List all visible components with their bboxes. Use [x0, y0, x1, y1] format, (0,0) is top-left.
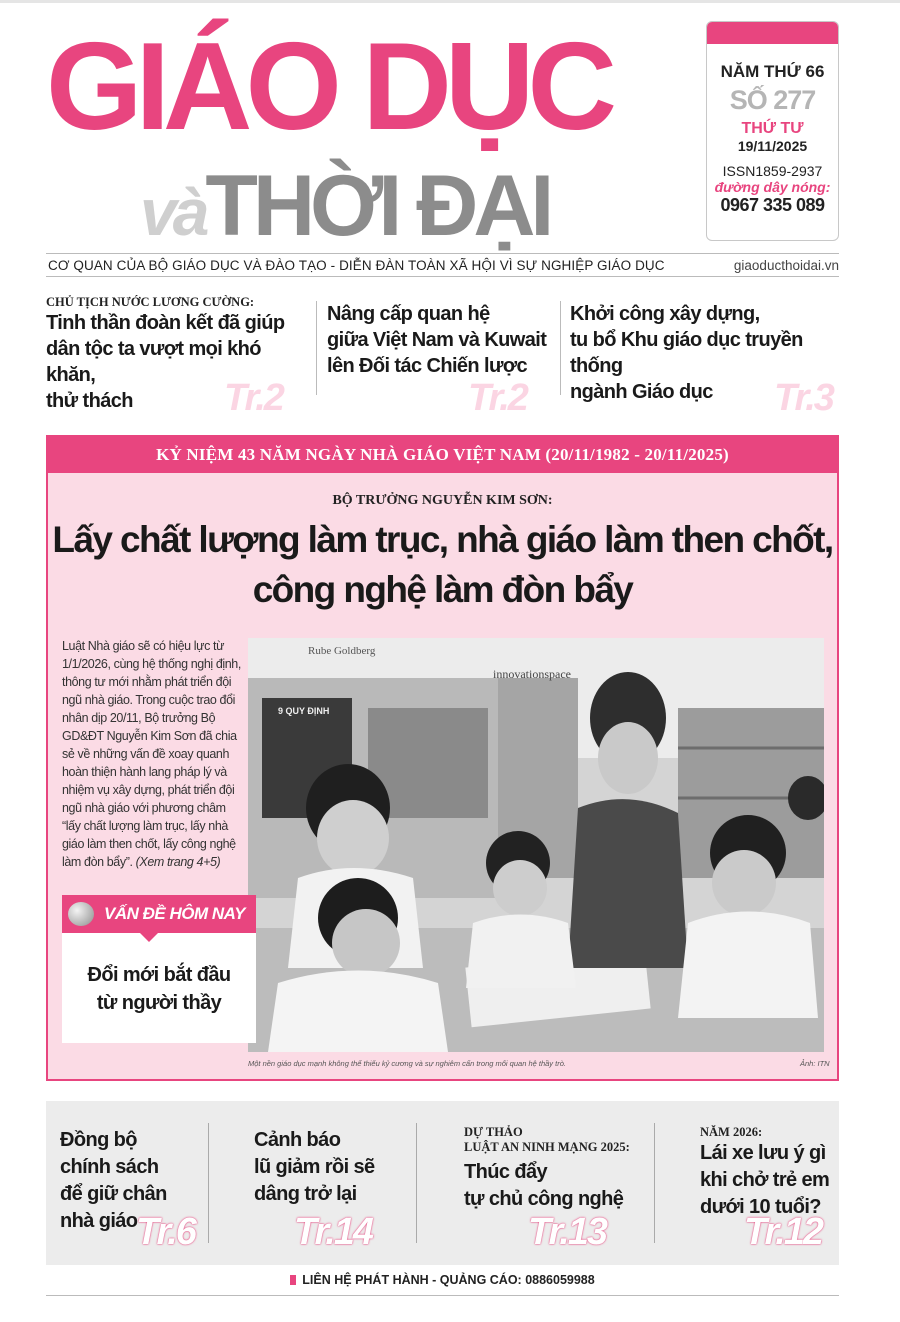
- issue-date: 19/11/2025: [737, 138, 808, 154]
- divider: [316, 301, 317, 395]
- page-ref-bottom-1[interactable]: Tr.6: [136, 1211, 195, 1253]
- footer-contact: [46, 1269, 839, 1291]
- page-ref-3[interactable]: Tr.3: [774, 377, 833, 419]
- tagline: CƠ QUAN CỦA BỘ GIÁO DỤC VÀ ĐÀO TẠO - DIỄN ĐÀN TOÀN XÃ HỘI VÌ SỰ NGHIỆP GIÁO DỤC: [48, 258, 665, 273]
- feature-kicker: BỘ TRƯỞNG NGUYỄN KIM SƠN:: [332, 493, 553, 508]
- page-ref-2[interactable]: Tr.2: [468, 377, 527, 419]
- page-ref-1[interactable]: Tr.2: [224, 377, 283, 419]
- opinion-headline-line2: từ người thầy: [96, 992, 222, 1014]
- teaser-headline-line: lũ giảm rồi sẽ: [254, 1156, 375, 1178]
- opinion-headline-line1: Đổi mới bắt đầu: [87, 964, 231, 986]
- teaser-kicker: CHỦ TỊCH NƯỚC LƯƠNG CƯỜNG:: [46, 295, 255, 309]
- teaser-headline-line: Lái xe lưu ý gì: [700, 1142, 826, 1164]
- feature-photo: [248, 638, 824, 1052]
- hotline-number: 0967 335 089: [720, 195, 825, 215]
- photo-credit: Ảnh: ITN: [800, 1059, 830, 1068]
- bottom-teasers-strip: [46, 1101, 839, 1265]
- hotline-label: đường dây nóng:: [714, 179, 831, 195]
- teaser-kicker: NĂM 2026:: [700, 1125, 763, 1139]
- issue-number: SỐ 277: [729, 85, 816, 115]
- teaser-headline-line: dưới 10 tuổi?: [700, 1196, 821, 1218]
- teaser-headline-line: tự chủ công nghệ: [464, 1188, 624, 1210]
- issue-weekday: THỨ TƯ: [741, 120, 804, 137]
- feature-headline-line2: công nghệ làm đòn bẩy: [252, 569, 633, 610]
- page-ref-bottom-3[interactable]: Tr.13: [528, 1211, 607, 1253]
- photo-sign-rules: 9 QUY ĐỊNH: [278, 706, 330, 716]
- bottom-teaser-4[interactable]: [700, 1125, 835, 1221]
- bottom-teaser-2[interactable]: [254, 1127, 424, 1208]
- feature-lead: [62, 637, 242, 871]
- opinion-bar: [62, 895, 256, 933]
- opinion-box[interactable]: [62, 895, 256, 1043]
- page-ref-bottom-4[interactable]: Tr.12: [744, 1211, 823, 1253]
- divider: [560, 301, 561, 395]
- masthead-logo-line2: THỜI ĐẠI: [205, 158, 550, 254]
- tagline-bar: [46, 253, 839, 277]
- footer-contact-text: LIÊN HỆ PHÁT HÀNH - QUẢNG CÁO: 0886059988: [302, 1273, 595, 1287]
- teaser-kicker: LUẬT AN NINH MẠNG 2025:: [464, 1140, 630, 1154]
- feature-panel: [46, 435, 839, 1081]
- masthead-logo-va: và: [140, 175, 206, 249]
- opinion-label: VẤN ĐỀ HÔM NAY: [104, 904, 245, 923]
- footer-marker-icon: [290, 1275, 296, 1285]
- teaser-headline-line: thử thách: [46, 390, 133, 412]
- teaser-headline-line: Thúc đẩy: [464, 1161, 547, 1183]
- teaser-headline-line: ngành Giáo dục: [570, 381, 713, 403]
- issn: ISSN1859-2937: [722, 163, 823, 179]
- feature-lead-ref[interactable]: (Xem trang 4+5): [135, 855, 221, 869]
- feature-headline[interactable]: [48, 515, 837, 615]
- opinion-headline: [62, 961, 256, 1017]
- issue-box-band: [707, 22, 838, 44]
- teaser-headline-line: dâng trở lại: [254, 1183, 357, 1205]
- teaser-headline-line: Tinh thần đoàn kết đã giúp: [46, 312, 285, 334]
- website-link[interactable]: giaoducthoidai.vn: [733, 258, 839, 273]
- teaser-headline-line: Cảnh báo: [254, 1129, 341, 1151]
- masthead-logo-giao-duc: GIÁO DỤC: [46, 18, 610, 156]
- page-ref-bottom-2[interactable]: Tr.14: [294, 1211, 373, 1253]
- teaser-headline-line: để giữ chân: [60, 1183, 167, 1205]
- teaser-headline-line: nhà giáo: [60, 1210, 138, 1232]
- divider: [654, 1123, 655, 1243]
- teaser-headline-line: Nâng cấp quan hệ: [327, 303, 490, 325]
- classroom-photo-illustration: [248, 638, 824, 1052]
- teaser-headline-line: giữa Việt Nam và Kuwait: [327, 329, 547, 351]
- photo-sign-rube-goldberg: Rube Goldberg: [308, 645, 376, 657]
- teaser-headline-line: khi chở trẻ em: [700, 1169, 830, 1191]
- issue-year: NĂM THỨ 66: [720, 62, 825, 81]
- teaser-headline-line: dân tộc ta vượt mọi khó khăn,: [46, 338, 261, 386]
- teaser-kicker: DỰ THẢO: [464, 1125, 523, 1139]
- divider: [416, 1123, 417, 1243]
- masthead-logo-thoi-dai: [140, 158, 550, 254]
- feature-headline-line1: Lấy chất lượng làm trục, nhà giáo làm then chốt,: [52, 519, 833, 560]
- photo-sign-innovation: innovationspace: [493, 667, 571, 681]
- divider: [208, 1123, 209, 1243]
- feature-banner: KỶ NIỆM 43 NĂM NGÀY NHÀ GIÁO VIỆT NAM (20/11/1982 - 20/11/2025): [48, 437, 837, 473]
- globe-icon: [68, 902, 94, 926]
- teaser-headline-line: lên Đối tác Chiến lược: [327, 355, 527, 377]
- issue-info-box: [706, 21, 839, 241]
- teaser-headline-line: Đồng bộ: [60, 1129, 137, 1151]
- photo-caption: Một nền giáo dục mạnh không thể thiếu kỷ cương và sự nghiêm cẩn trong mối quan hệ thầy trò.: [248, 1059, 566, 1068]
- footer-rule: [46, 1295, 839, 1296]
- feature-lead-text: Luật Nhà giáo sẽ có hiệu lực từ 1/1/2026, cùng hệ thống nghị định, thông tư mới nhằm phát triển đội ngũ nhà giáo. Trong cuộc trao đổi nhân dịp 20/11, Bộ trưởng Bộ GD&ĐT Nguyễn Kim Sơn đã chia sẻ về những vấn đề xoay quanh hoàn thiện hành lang pháp lý và nhiệm vụ xây dựng, phát triển đội ngũ nhà giáo với phương châm “lấy chất lượng làm trục, lấy nhà giáo làm then chốt, lấy công nghệ làm đòn bẩy”.: [62, 639, 241, 869]
- teaser-headline-line: chính sách: [60, 1156, 159, 1178]
- teaser-headline-line: tu bổ Khu giáo dục truyền thống: [570, 329, 803, 377]
- opinion-notch: [139, 932, 159, 942]
- teaser-headline-line: Khởi công xây dựng,: [570, 303, 760, 325]
- bottom-teaser-3[interactable]: [464, 1125, 664, 1213]
